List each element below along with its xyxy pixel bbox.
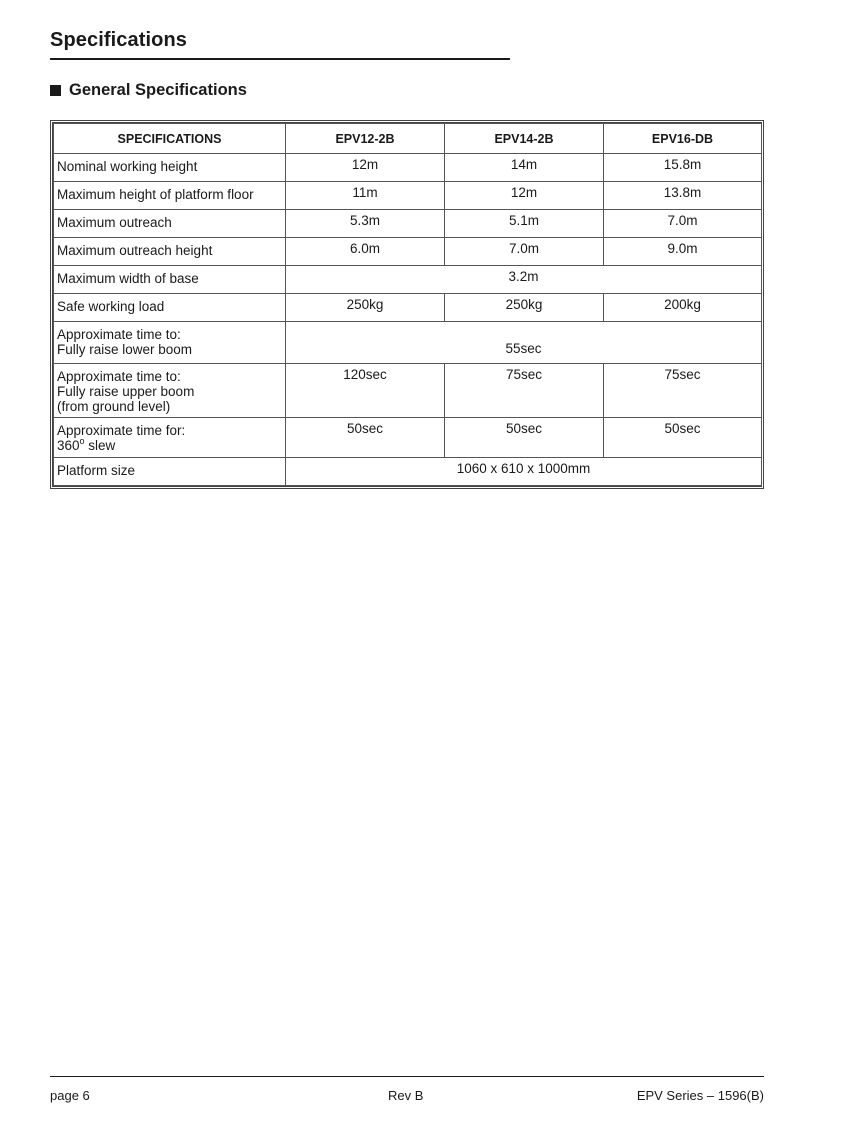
section-heading-text: General Specifications — [69, 80, 247, 99]
row-label: Maximum width of base — [54, 266, 286, 294]
table-row — [54, 154, 762, 182]
cell-value: 14m — [445, 154, 604, 182]
cell-value: 50sec — [286, 418, 445, 458]
footer-rule — [50, 1076, 764, 1077]
cell-value: 50sec — [604, 418, 762, 458]
row-label-line: Approximate time for: — [57, 423, 186, 438]
row-label-line: Approximate time to: — [57, 327, 181, 342]
square-bullet-icon — [50, 85, 61, 96]
cell-value: 75sec — [604, 364, 762, 418]
row-label: Safe working load — [54, 294, 286, 322]
title-rule — [50, 58, 510, 60]
cell-value: 6.0m — [286, 238, 445, 266]
specifications-table — [50, 120, 764, 489]
table-row — [54, 458, 762, 486]
cell-value: 120sec — [286, 364, 445, 418]
cell-value: 250kg — [445, 294, 604, 322]
row-label-line: slew — [84, 438, 116, 453]
section-heading — [50, 80, 247, 100]
cell-value: 75sec — [445, 364, 604, 418]
cell-value: 13.8m — [604, 182, 762, 210]
cell-value: 7.0m — [445, 238, 604, 266]
footer-document-id: EPV Series – 1596(B) — [636, 1088, 764, 1103]
footer-page-number: page 6 — [50, 1088, 90, 1103]
cell-value: 5.3m — [286, 210, 445, 238]
table-row — [54, 182, 762, 210]
merged-cell-value: 3.2m — [286, 266, 762, 294]
column-header-specifications: SPECIFICATIONS — [54, 124, 286, 154]
cell-value: 11m — [286, 182, 445, 210]
cell-value: 15.8m — [604, 154, 762, 182]
row-label: Platform size — [54, 458, 286, 486]
row-label: Nominal working height — [54, 154, 286, 182]
row-label: Maximum outreach — [54, 210, 286, 238]
table-row — [54, 210, 762, 238]
cell-value: 7.0m — [604, 210, 762, 238]
table-row — [54, 364, 762, 418]
cell-value: 9.0m — [604, 238, 762, 266]
row-label — [54, 364, 286, 418]
table-header-row — [54, 124, 762, 154]
row-label-line: 360 — [57, 438, 80, 453]
column-header-epv12-2b: EPV12-2B — [286, 124, 445, 154]
table-row — [54, 322, 762, 364]
merged-cell-value: 55sec — [286, 322, 762, 364]
row-label: Maximum height of platform floor — [54, 182, 286, 210]
row-label-line: Approximate time to: — [57, 369, 181, 384]
table-row — [54, 238, 762, 266]
row-label-line: Fully raise upper boom — [57, 384, 195, 399]
page-title: Specifications — [50, 29, 187, 51]
cell-value: 5.1m — [445, 210, 604, 238]
row-label — [54, 418, 286, 458]
cell-value: 250kg — [286, 294, 445, 322]
row-label — [54, 322, 286, 364]
cell-value: 12m — [286, 154, 445, 182]
footer-revision: Rev B — [388, 1088, 424, 1103]
merged-cell-value: 1060 x 610 x 1000mm — [286, 458, 762, 486]
cell-value: 12m — [445, 182, 604, 210]
table-row — [54, 294, 762, 322]
column-header-epv16-db: EPV16-DB — [604, 124, 762, 154]
cell-value: 50sec — [445, 418, 604, 458]
row-label-line: Fully raise lower boom — [57, 342, 193, 357]
row-label: Maximum outreach height — [54, 238, 286, 266]
cell-value: 200kg — [604, 294, 762, 322]
table-row — [54, 266, 762, 294]
table-row — [54, 418, 762, 458]
row-label-line: (from ground level) — [57, 399, 171, 414]
degree-superscript: o — [79, 435, 85, 446]
column-header-epv14-2b: EPV14-2B — [445, 124, 604, 154]
